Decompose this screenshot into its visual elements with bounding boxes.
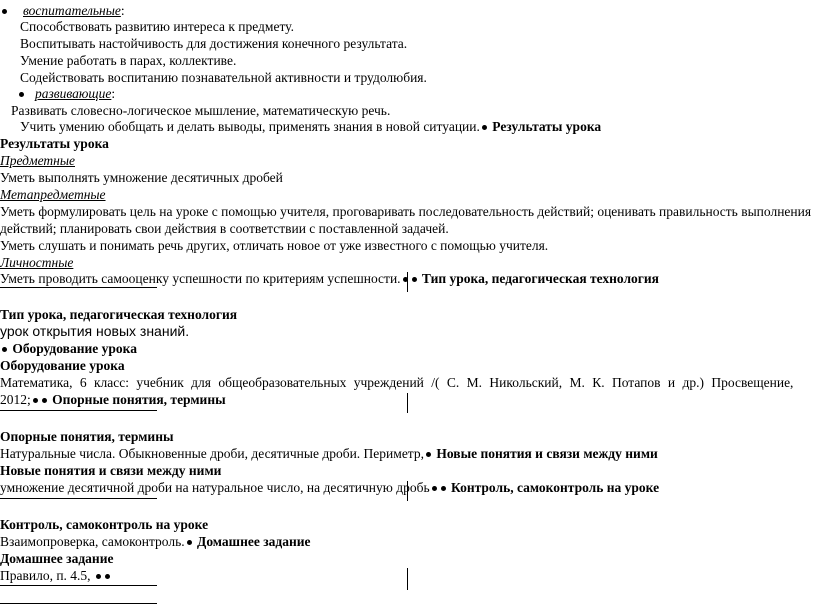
bullet-icon (441, 486, 446, 491)
educational-item: Содействовать воспитанию познавательной активности и трудолюбия. (20, 70, 427, 85)
concepts-title: Опорные понятия, термины (0, 429, 174, 444)
lesson-type-inline-title: Тип урока, педагогическая технология (421, 271, 659, 286)
concepts-line: Натуральные числа. Обыкновенные дроби, десятичные дроби. Периметр, Новые понятия и связи между ними (0, 446, 658, 461)
educational-item: Воспитывать настойчивость для достижения конечного результата. (20, 36, 408, 51)
bullet-icon (96, 574, 101, 579)
bullet-icon (105, 574, 110, 579)
bullet-icon (482, 125, 487, 130)
bullet-icon (187, 540, 192, 545)
new-concepts-inline-title: Новые понятия и связи между ними (436, 446, 658, 461)
educational-item: Умение работать в парах, коллективе. (20, 53, 237, 68)
control-inline-title: Контроль, самоконтроль на уроке (450, 480, 660, 495)
concepts-inline-title: Опорные понятия, термины (52, 392, 226, 407)
bullet-icon (33, 398, 38, 403)
educational-item: Способствовать развитию интереса к предмету. (20, 19, 294, 34)
homework-title: Домашнее задание (0, 551, 114, 566)
meta-results-text: действий; планировать свои действия в соответствии с поставленной задачей. (0, 221, 449, 236)
vertical-divider (407, 272, 408, 292)
control-line: Взаимопроверка, самоконтроль. Домашнее задание (0, 534, 311, 549)
bullet-icon (2, 9, 7, 14)
new-concepts-line: умножение десятичной дроби на натуральное число, на десятичную дробь Контроль, самоконтроль на уроке (0, 480, 660, 495)
subject-results-label: Предметные (0, 153, 75, 168)
control-title: Контроль, самоконтроль на уроке (0, 517, 209, 532)
vertical-divider (407, 393, 408, 413)
footnote-divider (0, 585, 157, 586)
personal-results-label: Личностные (0, 255, 74, 270)
bullet-icon (412, 277, 417, 282)
new-concepts-title: Новые понятия и связи между ними (0, 463, 222, 478)
lesson-type-text: урок открытия новых знаний. (0, 323, 190, 339)
meta-results-text: Уметь формулировать цель на уроке с помощью учителя, проговаривать последовательность действий; оценивать правильность выполнения (0, 204, 812, 219)
developing-item: Развивать словесно-логическое мышление, математическую речь. (11, 103, 391, 118)
personal-results-line: Уметь проводить самооценку успешности по критериям успешности. Тип урока, педагогическая технология (0, 271, 659, 286)
footnote-divider (0, 287, 157, 288)
bullet-icon (42, 398, 47, 403)
bullet-icon (19, 92, 24, 97)
vertical-divider (407, 481, 408, 501)
lesson-type-title: Тип урока, педагогическая технология (0, 307, 238, 322)
equipment-text: Математика, 6 класс: учебник для общеобразовательных учреждений /( С. М. Никольский, М. К. Потапов и др.) Просвещение, (0, 375, 794, 390)
equipment-year-line: 2012; Опорные понятия, термины (0, 392, 226, 407)
bullet-icon (2, 347, 7, 352)
developing-goals-heading: развивающие: (17, 85, 115, 102)
homework-line: Правило, п. 4.5, (0, 567, 112, 584)
equipment-title: Оборудование урока (0, 358, 125, 373)
footnote-divider (0, 603, 157, 604)
educational-goals-label: воспитательные (23, 3, 121, 18)
bullet-icon (432, 486, 437, 491)
educational-goals-heading: воспитательные: (0, 2, 125, 19)
results-title: Результаты урока (0, 136, 109, 151)
meta-results-label: Метапредметные (0, 187, 106, 202)
subject-results-text: Уметь выполнять умножение десятичных дробей (0, 170, 283, 185)
footnote-divider (0, 410, 157, 411)
footnote-divider (0, 498, 157, 499)
meta-results-text: Уметь слушать и понимать речь других, отличать новое от уже известного с помощью учителя. (0, 238, 549, 253)
homework-inline-title: Домашнее задание (197, 534, 311, 549)
bullet-icon (426, 452, 431, 457)
vertical-divider (407, 568, 408, 590)
developing-goals-label: развивающие (35, 86, 112, 101)
equipment-inline: Оборудование урока (0, 340, 137, 357)
developing-item-with-heading: Учить умению обобщать и делать выводы, применять знания в новой ситуации. Результаты урока (20, 119, 602, 134)
results-inline-title: Результаты урока (492, 119, 602, 134)
